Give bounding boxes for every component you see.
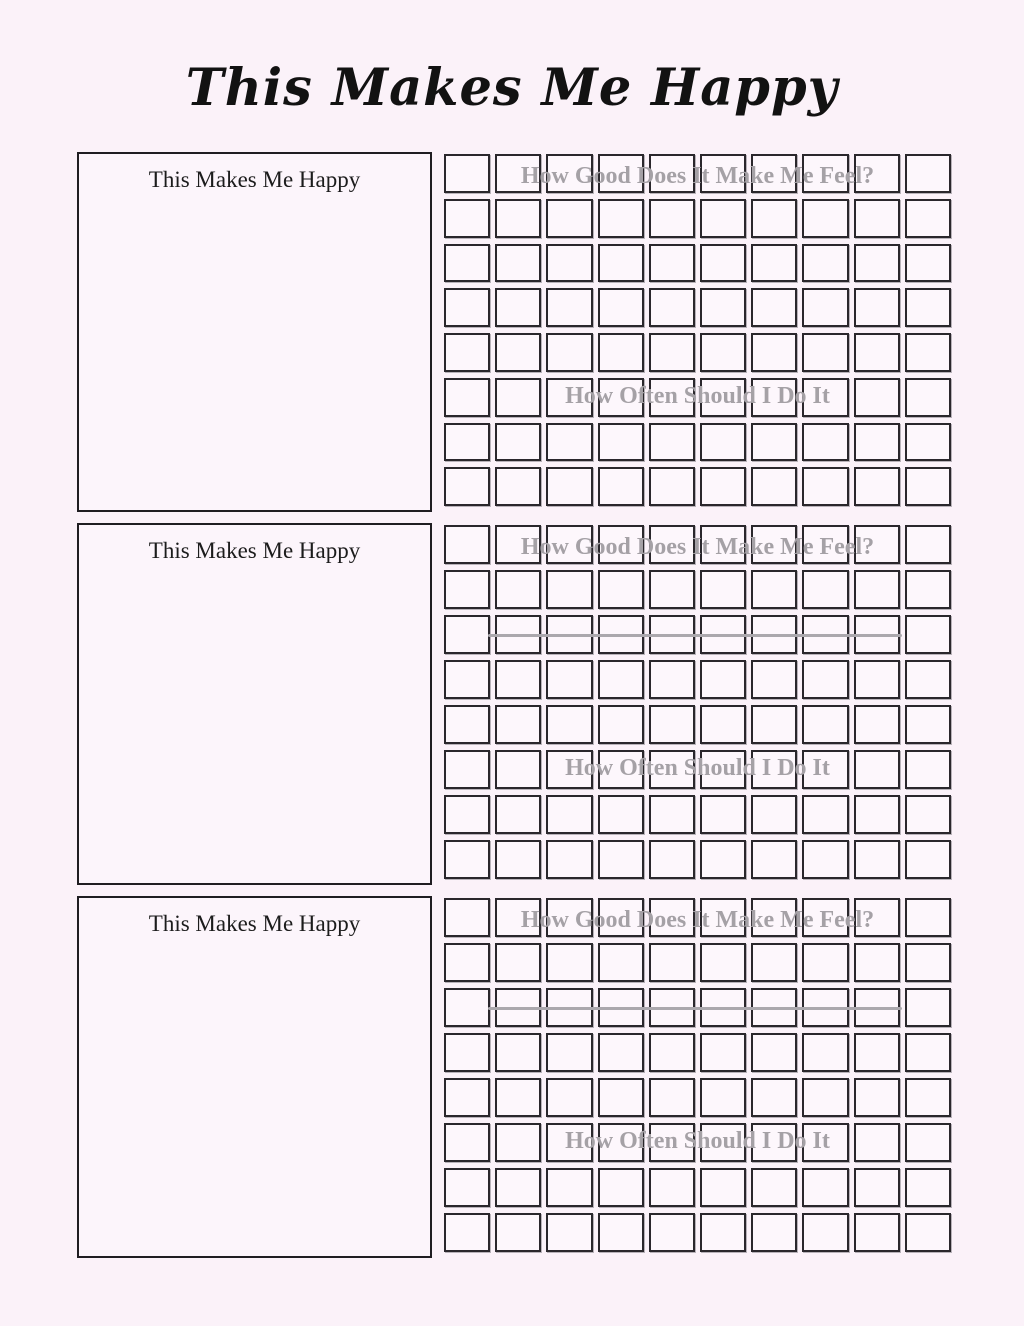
rating-checkbox[interactable]: [495, 988, 541, 1027]
rating-checkbox[interactable]: [444, 1213, 490, 1252]
rating-checkbox[interactable]: [598, 378, 644, 417]
rating-checkbox[interactable]: [495, 570, 541, 609]
rating-checkbox[interactable]: [495, 1078, 541, 1117]
rating-checkbox[interactable]: [546, 943, 592, 982]
rating-checkbox[interactable]: [700, 660, 746, 699]
rating-checkbox[interactable]: [905, 795, 951, 834]
happy-entry-box-label: This Makes Me Happy: [148, 167, 361, 192]
rating-checkbox[interactable]: [444, 1123, 490, 1162]
rating-checkbox[interactable]: [495, 943, 541, 982]
rating-checkbox[interactable]: [700, 1168, 746, 1207]
rating-checkbox[interactable]: [444, 288, 490, 327]
rating-checkbox[interactable]: [546, 199, 592, 238]
rating-checkbox[interactable]: [905, 898, 951, 937]
how-good-heading: How Good Does It Make Me Feel?: [520, 533, 875, 560]
rating-grid: [444, 154, 951, 506]
rating-checkbox[interactable]: [905, 525, 951, 564]
rating-checkbox[interactable]: [649, 288, 695, 327]
happy-entry-box-label: This Makes Me Happy: [148, 911, 361, 936]
rating-checkbox[interactable]: [854, 570, 900, 609]
rating-checkbox[interactable]: [854, 898, 900, 937]
rating-checkbox[interactable]: [854, 795, 900, 834]
rating-checkbox[interactable]: [700, 525, 746, 564]
rating-checkbox[interactable]: [854, 525, 900, 564]
rating-checkbox[interactable]: [802, 988, 848, 1027]
rating-checkbox[interactable]: [598, 525, 644, 564]
rating-checkbox[interactable]: [802, 1123, 848, 1162]
rating-checkbox[interactable]: [751, 705, 797, 744]
rating-checkbox[interactable]: [444, 467, 490, 506]
rating-checkbox[interactable]: [495, 1168, 541, 1207]
rating-checkbox[interactable]: [598, 795, 644, 834]
rating-checkbox[interactable]: [854, 154, 900, 193]
rating-checkbox[interactable]: [854, 333, 900, 372]
rating-checkbox[interactable]: [598, 154, 644, 193]
rating-checkbox[interactable]: [546, 1168, 592, 1207]
rating-checkbox[interactable]: [802, 423, 848, 462]
rating-checkbox[interactable]: [751, 467, 797, 506]
rating-checkbox[interactable]: [854, 1123, 900, 1162]
rating-checkbox[interactable]: [905, 1213, 951, 1252]
rating-checkbox[interactable]: [905, 378, 951, 417]
rating-checkbox[interactable]: [495, 199, 541, 238]
rating-checkbox[interactable]: [802, 467, 848, 506]
rating-checkbox[interactable]: [700, 378, 746, 417]
rating-checkbox[interactable]: [546, 154, 592, 193]
rating-checkbox[interactable]: [649, 615, 695, 654]
rating-checkbox[interactable]: [649, 705, 695, 744]
rating-checkbox[interactable]: [802, 333, 848, 372]
rating-checkbox[interactable]: [495, 288, 541, 327]
rating-checkbox[interactable]: [751, 898, 797, 937]
how-often-heading: How Often Should I Do It: [565, 1127, 830, 1154]
rating-checkbox[interactable]: [905, 199, 951, 238]
rating-checkbox[interactable]: [802, 750, 848, 789]
rating-checkbox[interactable]: [700, 570, 746, 609]
rating-checkbox[interactable]: [854, 750, 900, 789]
rating-checkbox[interactable]: [546, 244, 592, 283]
rating-checkbox[interactable]: [495, 615, 541, 654]
rating-checkbox[interactable]: [751, 525, 797, 564]
rating-checkbox[interactable]: [444, 988, 490, 1027]
rating-checkbox[interactable]: [649, 525, 695, 564]
how-good-heading: How Good Does It Make Me Feel?: [520, 906, 875, 933]
rating-checkbox[interactable]: [495, 750, 541, 789]
rating-checkbox[interactable]: [495, 154, 541, 193]
rating-checkbox[interactable]: [751, 244, 797, 283]
rating-checkbox[interactable]: [700, 615, 746, 654]
rating-checkbox[interactable]: [751, 750, 797, 789]
rating-checkbox[interactable]: [649, 1168, 695, 1207]
rating-checkbox[interactable]: [751, 378, 797, 417]
rating-checkbox[interactable]: [700, 795, 746, 834]
rating-checkbox[interactable]: [905, 1033, 951, 1072]
rating-checkbox[interactable]: [854, 423, 900, 462]
rating-checkbox[interactable]: [598, 1078, 644, 1117]
rating-checkbox[interactable]: [598, 615, 644, 654]
happy-entry-box[interactable]: [77, 896, 432, 1258]
rating-checkbox[interactable]: [598, 467, 644, 506]
rating-checkbox[interactable]: [700, 840, 746, 879]
rating-checkbox[interactable]: [598, 244, 644, 283]
rating-checkbox[interactable]: [444, 1168, 490, 1207]
rating-checkbox[interactable]: [751, 1078, 797, 1117]
happy-entry-box-label: This Makes Me Happy: [148, 538, 361, 563]
rating-checkbox[interactable]: [649, 1078, 695, 1117]
rating-checkbox[interactable]: [802, 898, 848, 937]
rating-checkbox[interactable]: [649, 244, 695, 283]
rating-checkbox[interactable]: [700, 1033, 746, 1072]
rating-checkbox[interactable]: [751, 570, 797, 609]
rating-checkbox[interactable]: [495, 333, 541, 372]
rating-checkbox[interactable]: [802, 288, 848, 327]
rating-checkbox[interactable]: [700, 1213, 746, 1252]
rating-checkbox[interactable]: [546, 378, 592, 417]
rating-checkbox[interactable]: [598, 898, 644, 937]
rating-checkbox[interactable]: [598, 333, 644, 372]
rating-checkbox[interactable]: [854, 705, 900, 744]
rating-checkbox[interactable]: [751, 795, 797, 834]
rating-checkbox[interactable]: [751, 943, 797, 982]
rating-checkbox[interactable]: [649, 154, 695, 193]
rating-checkbox[interactable]: [700, 750, 746, 789]
rating-checkbox[interactable]: [905, 467, 951, 506]
rating-checkbox[interactable]: [700, 943, 746, 982]
rating-checkbox[interactable]: [802, 570, 848, 609]
rating-checkbox[interactable]: [444, 333, 490, 372]
rating-checkbox[interactable]: [700, 1123, 746, 1162]
how-good-heading: How Good Does It Make Me Feel?: [520, 162, 875, 189]
rating-checkbox[interactable]: [905, 1168, 951, 1207]
how-often-heading: How Often Should I Do It: [565, 754, 830, 781]
rating-checkbox[interactable]: [802, 199, 848, 238]
rating-checkbox[interactable]: [444, 154, 490, 193]
rating-checkbox[interactable]: [546, 1033, 592, 1072]
rating-checkbox[interactable]: [854, 199, 900, 238]
rating-checkbox[interactable]: [854, 1033, 900, 1072]
rating-checkbox[interactable]: [700, 1078, 746, 1117]
rating-checkbox[interactable]: [598, 705, 644, 744]
rating-checkbox[interactable]: [546, 1078, 592, 1117]
rating-checkbox[interactable]: [802, 1033, 848, 1072]
rating-checkbox[interactable]: [751, 1168, 797, 1207]
rating-checkbox[interactable]: [802, 795, 848, 834]
rating-checkbox[interactable]: [700, 467, 746, 506]
rating-checkbox[interactable]: [751, 1123, 797, 1162]
rating-checkbox[interactable]: [444, 378, 490, 417]
rating-checkbox[interactable]: [802, 525, 848, 564]
rating-checkbox[interactable]: [854, 988, 900, 1027]
rating-checkbox[interactable]: [649, 467, 695, 506]
rating-checkbox[interactable]: [598, 199, 644, 238]
rating-checkbox[interactable]: [546, 615, 592, 654]
rating-checkbox[interactable]: [751, 423, 797, 462]
rating-grid: [444, 898, 951, 1252]
rating-checkbox[interactable]: [444, 840, 490, 879]
rating-grid: [444, 525, 951, 879]
checkbox-grid: [444, 525, 951, 879]
rating-checkbox[interactable]: [905, 750, 951, 789]
rating-checkbox[interactable]: [905, 333, 951, 372]
rating-checkbox[interactable]: [905, 288, 951, 327]
rating-checkbox[interactable]: [546, 1213, 592, 1252]
rating-checkbox[interactable]: [700, 988, 746, 1027]
rating-checkbox[interactable]: [598, 570, 644, 609]
rating-checkbox[interactable]: [495, 378, 541, 417]
rating-checkbox[interactable]: [751, 1213, 797, 1252]
rating-checkbox[interactable]: [495, 840, 541, 879]
happy-entry-box[interactable]: [77, 523, 432, 885]
rating-checkbox[interactable]: [649, 795, 695, 834]
rating-checkbox[interactable]: [905, 615, 951, 654]
rating-checkbox[interactable]: [598, 1213, 644, 1252]
checkbox-grid: [444, 898, 951, 1252]
rating-checkbox[interactable]: [854, 288, 900, 327]
rating-checkbox[interactable]: [598, 1033, 644, 1072]
rating-checkbox[interactable]: [649, 1213, 695, 1252]
rating-checkbox[interactable]: [905, 943, 951, 982]
rating-checkbox[interactable]: [905, 423, 951, 462]
rating-checkbox[interactable]: [598, 288, 644, 327]
rating-checkbox[interactable]: [546, 570, 592, 609]
rating-checkbox[interactable]: [905, 705, 951, 744]
rating-checkbox[interactable]: [649, 423, 695, 462]
rating-checkbox[interactable]: [546, 525, 592, 564]
rating-checkbox[interactable]: [444, 660, 490, 699]
rating-checkbox[interactable]: [854, 244, 900, 283]
rating-checkbox[interactable]: [444, 615, 490, 654]
rating-checkbox[interactable]: [444, 705, 490, 744]
rating-checkbox[interactable]: [495, 423, 541, 462]
rating-checkbox[interactable]: [495, 660, 541, 699]
rating-checkbox[interactable]: [649, 199, 695, 238]
happy-section: [0, 896, 1024, 1258]
how-often-heading: How Often Should I Do It: [565, 382, 830, 409]
rating-checkbox[interactable]: [546, 705, 592, 744]
rating-checkbox[interactable]: [546, 423, 592, 462]
rating-checkbox[interactable]: [598, 423, 644, 462]
rating-checkbox[interactable]: [598, 840, 644, 879]
page-title: This Makes Me Happy: [185, 58, 839, 118]
rating-checkbox[interactable]: [598, 750, 644, 789]
checkbox-grid: [444, 154, 951, 506]
rating-checkbox[interactable]: [700, 288, 746, 327]
rating-checkbox[interactable]: [854, 615, 900, 654]
rating-checkbox[interactable]: [444, 525, 490, 564]
rating-checkbox[interactable]: [905, 244, 951, 283]
rating-checkbox[interactable]: [598, 660, 644, 699]
happy-entry-box[interactable]: [77, 152, 432, 512]
rating-checkbox[interactable]: [495, 1123, 541, 1162]
rating-checkbox[interactable]: [802, 705, 848, 744]
rating-checkbox[interactable]: [546, 795, 592, 834]
rating-checkbox[interactable]: [751, 154, 797, 193]
rating-checkbox[interactable]: [598, 1168, 644, 1207]
rating-checkbox[interactable]: [905, 660, 951, 699]
rating-checkbox[interactable]: [546, 660, 592, 699]
rating-checkbox[interactable]: [802, 660, 848, 699]
rating-checkbox[interactable]: [444, 750, 490, 789]
rating-checkbox[interactable]: [649, 943, 695, 982]
rating-checkbox[interactable]: [802, 378, 848, 417]
rating-checkbox[interactable]: [649, 840, 695, 879]
rating-checkbox[interactable]: [444, 1078, 490, 1117]
rating-checkbox[interactable]: [649, 660, 695, 699]
rating-checkbox[interactable]: [495, 1033, 541, 1072]
rating-checkbox[interactable]: [546, 288, 592, 327]
rating-checkbox[interactable]: [700, 705, 746, 744]
rating-checkbox[interactable]: [854, 943, 900, 982]
rating-checkbox[interactable]: [546, 467, 592, 506]
rating-checkbox[interactable]: [751, 1033, 797, 1072]
rating-checkbox[interactable]: [700, 199, 746, 238]
rating-checkbox[interactable]: [905, 570, 951, 609]
rating-checkbox[interactable]: [854, 1078, 900, 1117]
rating-checkbox[interactable]: [444, 795, 490, 834]
rating-checkbox[interactable]: [854, 1168, 900, 1207]
rating-checkbox[interactable]: [854, 378, 900, 417]
rating-checkbox[interactable]: [802, 154, 848, 193]
happy-section: [0, 523, 1024, 885]
rating-checkbox[interactable]: [854, 467, 900, 506]
rating-checkbox[interactable]: [905, 840, 951, 879]
rating-checkbox[interactable]: [700, 898, 746, 937]
rating-checkbox[interactable]: [854, 840, 900, 879]
rating-checkbox[interactable]: [751, 660, 797, 699]
rating-checkbox[interactable]: [649, 1123, 695, 1162]
rating-checkbox[interactable]: [751, 333, 797, 372]
rating-checkbox[interactable]: [751, 288, 797, 327]
rating-checkbox[interactable]: [905, 1078, 951, 1117]
rating-checkbox[interactable]: [495, 1213, 541, 1252]
rating-checkbox[interactable]: [444, 1033, 490, 1072]
rating-checkbox[interactable]: [546, 750, 592, 789]
rating-checkbox[interactable]: [495, 705, 541, 744]
rating-checkbox[interactable]: [700, 154, 746, 193]
rating-checkbox[interactable]: [444, 199, 490, 238]
rating-checkbox[interactable]: [751, 199, 797, 238]
rating-checkbox[interactable]: [444, 898, 490, 937]
rating-checkbox[interactable]: [495, 467, 541, 506]
rating-checkbox[interactable]: [495, 525, 541, 564]
rating-checkbox[interactable]: [751, 988, 797, 1027]
rating-checkbox[interactable]: [802, 840, 848, 879]
rating-checkbox[interactable]: [546, 988, 592, 1027]
rating-checkbox[interactable]: [802, 943, 848, 982]
rating-checkbox[interactable]: [649, 378, 695, 417]
rating-checkbox[interactable]: [546, 840, 592, 879]
rating-checkbox[interactable]: [546, 898, 592, 937]
rating-checkbox[interactable]: [495, 244, 541, 283]
rating-checkbox[interactable]: [905, 988, 951, 1027]
rating-checkbox[interactable]: [649, 988, 695, 1027]
rating-checkbox[interactable]: [905, 1123, 951, 1162]
rating-checkbox[interactable]: [444, 244, 490, 283]
rating-checkbox[interactable]: [649, 570, 695, 609]
rating-checkbox[interactable]: [802, 615, 848, 654]
rating-checkbox[interactable]: [598, 988, 644, 1027]
rating-checkbox[interactable]: [649, 750, 695, 789]
rating-checkbox[interactable]: [802, 244, 848, 283]
rating-checkbox[interactable]: [444, 570, 490, 609]
rating-checkbox[interactable]: [444, 423, 490, 462]
rating-checkbox[interactable]: [854, 1213, 900, 1252]
rating-checkbox[interactable]: [854, 660, 900, 699]
rating-checkbox[interactable]: [444, 943, 490, 982]
rating-checkbox[interactable]: [598, 943, 644, 982]
rating-checkbox[interactable]: [905, 154, 951, 193]
rating-checkbox[interactable]: [546, 1123, 592, 1162]
rating-checkbox[interactable]: [751, 840, 797, 879]
rating-checkbox[interactable]: [700, 423, 746, 462]
rating-checkbox[interactable]: [495, 795, 541, 834]
rating-checkbox[interactable]: [649, 333, 695, 372]
rating-checkbox[interactable]: [649, 1033, 695, 1072]
rating-checkbox[interactable]: [700, 333, 746, 372]
rating-checkbox[interactable]: [751, 615, 797, 654]
rating-checkbox[interactable]: [546, 333, 592, 372]
rating-checkbox[interactable]: [700, 244, 746, 283]
rating-checkbox[interactable]: [802, 1213, 848, 1252]
happy-section: [0, 152, 1024, 512]
rating-checkbox[interactable]: [598, 1123, 644, 1162]
rating-checkbox[interactable]: [802, 1078, 848, 1117]
rating-checkbox[interactable]: [649, 898, 695, 937]
rating-checkbox[interactable]: [495, 898, 541, 937]
rating-checkbox[interactable]: [802, 1168, 848, 1207]
